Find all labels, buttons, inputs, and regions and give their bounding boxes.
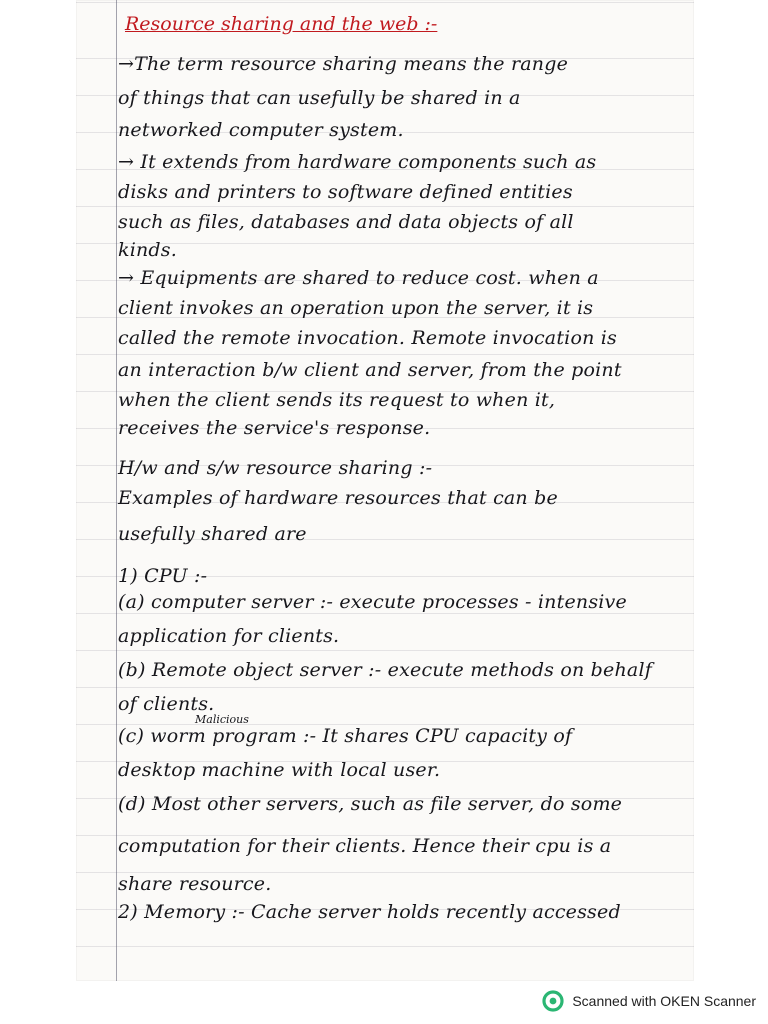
- note-line: Examples of hardware resources that can be: [118, 487, 558, 509]
- list-heading: 1) CPU :-: [118, 565, 208, 587]
- list-item: desktop machine with local user.: [118, 759, 441, 781]
- list-item: of clients.: [118, 693, 215, 715]
- scanner-watermark-text: Scanned with OKEN Scanner: [572, 993, 756, 1009]
- scanner-watermark: [542, 989, 756, 1013]
- list-item: (a) computer server :- execute processes - intensive: [118, 591, 627, 613]
- margin-annotation: Malicious: [195, 713, 249, 726]
- oken-scanner-logo-icon: [542, 990, 564, 1012]
- note-line: called the remote invocation. Remote invocation is: [118, 327, 617, 349]
- note-line: when the client sends its request to when it,: [118, 389, 556, 411]
- note-line: such as files, databases and data objects of all: [118, 211, 574, 233]
- list-item: share resource.: [118, 873, 272, 895]
- list-item: (c) worm program :- It shares CPU capacity of: [118, 725, 573, 747]
- note-line: receives the service's response.: [118, 417, 431, 439]
- list-item: (d) Most other servers, such as file server, do some: [118, 793, 623, 815]
- note-line: → It extends from hardware components such as: [118, 151, 597, 173]
- margin-line: [116, 0, 117, 981]
- section-heading: H/w and s/w resource sharing :-: [118, 457, 433, 479]
- note-line: client invokes an operation upon the server, it is: [118, 297, 594, 319]
- list-item: (b) Remote object server :- execute methods on behalf: [118, 659, 652, 681]
- list-item: application for clients.: [118, 625, 340, 647]
- page-title: Resource sharing and the web :-: [125, 13, 438, 35]
- note-line: an interaction b/w client and server, from the point: [118, 359, 622, 381]
- note-line: → Equipments are shared to reduce cost. when a: [118, 267, 599, 289]
- note-line: of things that can usefully be shared in a: [118, 87, 521, 109]
- note-line: networked computer system.: [118, 119, 404, 141]
- list-item: computation for their clients. Hence their cpu is a: [118, 835, 612, 857]
- note-line: →The term resource sharing means the range: [118, 53, 569, 75]
- note-line: usefully shared are: [118, 523, 307, 545]
- note-line: kinds.: [118, 239, 177, 261]
- list-heading: 2) Memory :- Cache server holds recently accessed: [118, 901, 621, 923]
- note-line: disks and printers to software defined entities: [118, 181, 573, 203]
